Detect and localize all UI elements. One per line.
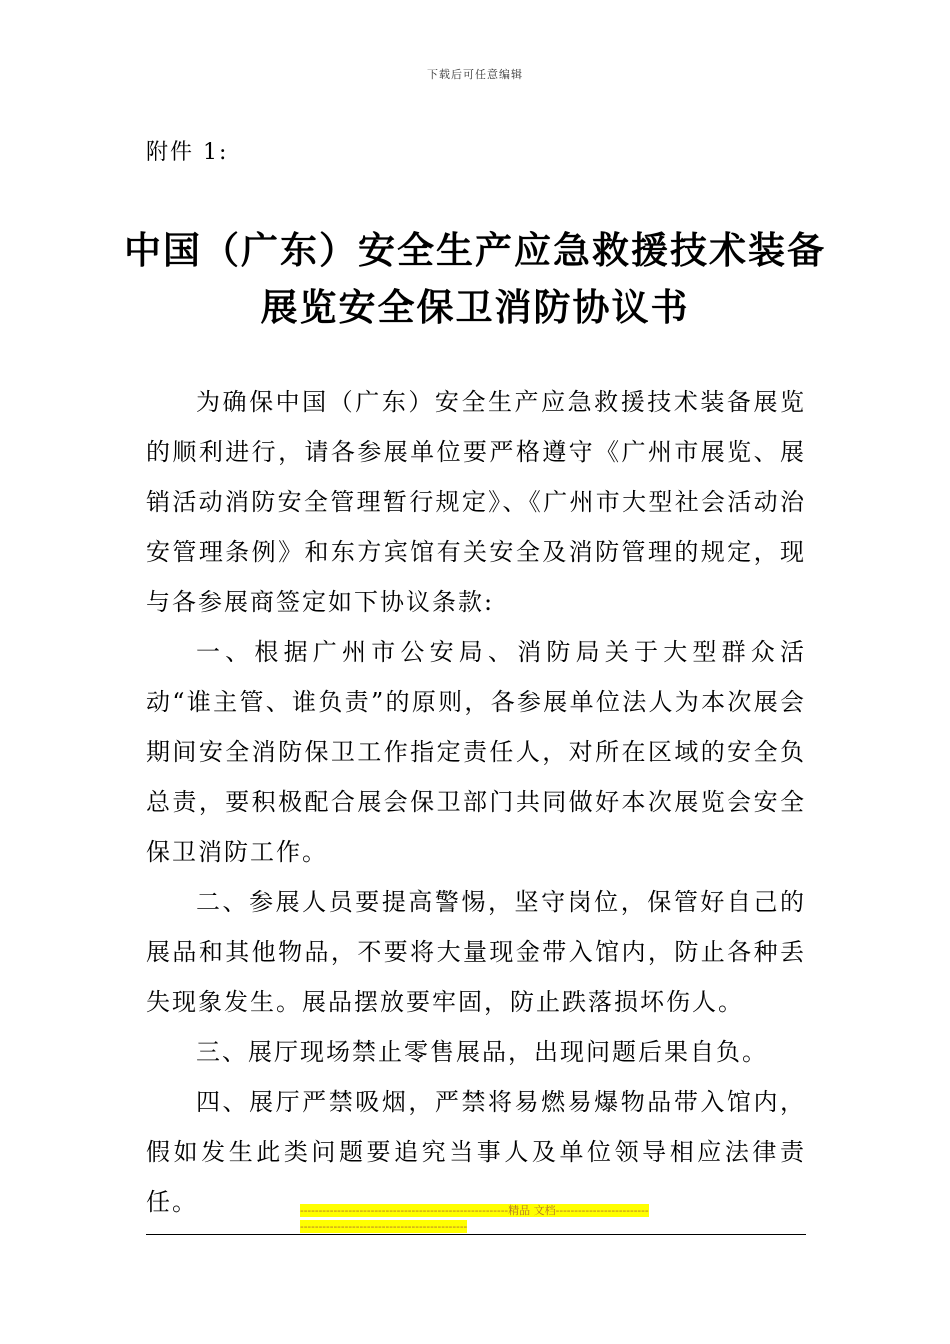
- document-title: [60, 222, 890, 336]
- paragraph-clause-3: 三、展厅现场禁止零售展品，出现问题后果自负。: [196, 1038, 768, 1066]
- title-line-1: 中国（广东）安全生产应急救援技术装备: [124, 229, 826, 272]
- footer-divider: [146, 1234, 806, 1235]
- attachment-label: 附件 1:: [146, 140, 229, 165]
- paragraph-clause-4: 四、展厅严禁吸烟，严禁将易燃易爆物品带入馆内，假如发生此类问题要追究当事人及单位领导相应法律责任。: [146, 1088, 806, 1216]
- paragraph-intro: 为确保中国（广东）安全生产应急救援技术装备展览的顺利进行，请各参展单位要严格遵守《广州市展览、展销活动消防安全管理暂行规定》、《广州市大型社会活动治安管理条例》和东方宾馆有关安全及消防管理的规定，现与各参展商签定如下协议条款:: [146, 388, 806, 616]
- title-line-2: 展览安全保卫消防协议书: [260, 286, 690, 329]
- footer-watermark-text: --------------------------------------------------------精品 文档----------------------------------------------------------------------: [300, 1204, 649, 1233]
- paragraph-clause-1: 一、根据广州市公安局、消防局关于大型群众活动“谁主管、谁负责”的原则，各参展单位法人为本次展会期间安全消防保卫工作指定责任人，对所在区域的安全负总责，要积极配合展会保卫部门共同做好本次展览会安全保卫消防工作。: [146, 638, 806, 866]
- document-body: [146, 377, 806, 1227]
- paragraph-clause-2: 二、参展人员要提高警惕，坚守岗位，保管好自己的展品和其他物品，不要将大量现金带入馆内，防止各种丢失现象发生。展品摆放要牢固，防止跌落损坏伤人。: [146, 888, 806, 1016]
- header-note: 下载后可任意编辑: [427, 68, 523, 81]
- footer-watermark: [300, 1203, 652, 1235]
